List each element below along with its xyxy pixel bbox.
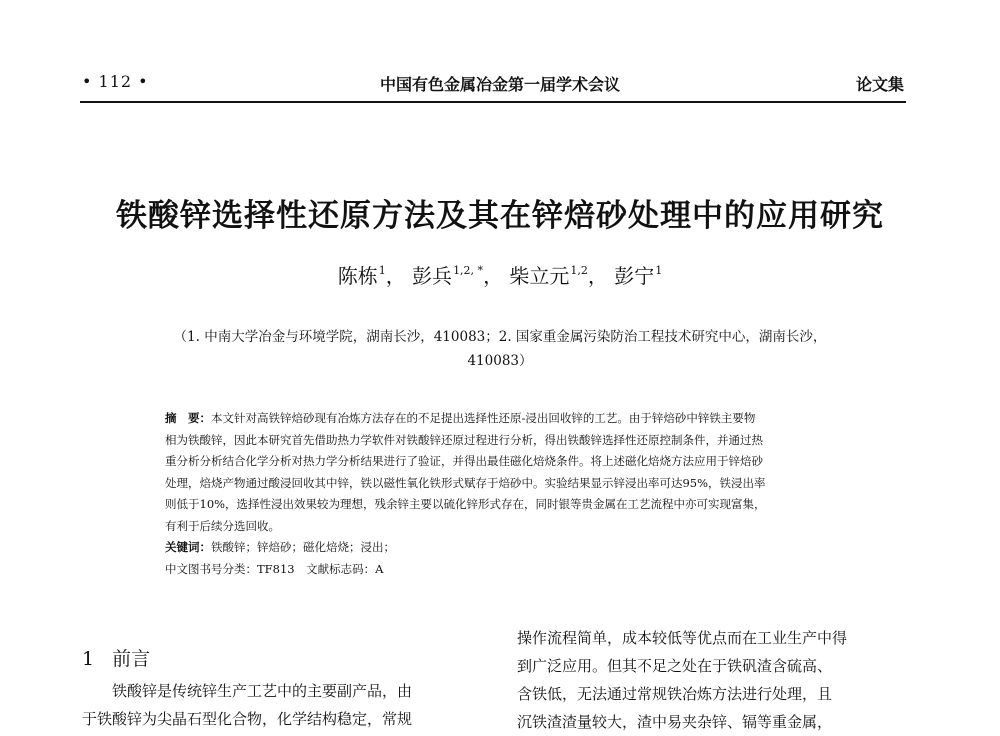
classification-line: 中文图书号分类：TF813 文献标志码：A bbox=[165, 561, 384, 576]
abstract-block bbox=[165, 408, 833, 580]
author-affiliation-mark: 1 bbox=[378, 264, 386, 277]
author-name: 彭兵 bbox=[412, 264, 453, 288]
author-list bbox=[0, 260, 1000, 289]
author-name: 陈栋 bbox=[337, 264, 378, 288]
affiliation-line: （1. 中南大学冶金与环境学院，湖南长沙，410083；2. 国家重金属污染防治工程技术研究中心，湖南长沙， bbox=[173, 329, 827, 345]
author-name: 彭宁 bbox=[614, 264, 655, 288]
abstract-line: 重分析分析结合化学分析对热力学分析结果进行了验证，并得出最佳磁化焙烧条件。将上述磁化焙烧方法应用于锌焙砂 bbox=[165, 454, 763, 468]
affiliation bbox=[0, 325, 1000, 373]
affiliation-line: 410083） bbox=[467, 353, 533, 369]
abstract-line: 相为铁酸锌，因此本研究首先借助热力学软件对铁酸锌还原过程进行分析，得出铁酸锌选择性还原控制条件，并通过热 bbox=[165, 432, 763, 447]
abstract-label: 摘 要： bbox=[165, 411, 211, 425]
author-affiliation-mark: 1,2 bbox=[570, 264, 588, 277]
body-column-left bbox=[82, 677, 482, 733]
body-line: 操作流程简单，成本较低等优点而在工业生产中得 bbox=[517, 629, 848, 647]
paper-title: 铁酸锌选择性还原方法及其在锌焙砂处理中的应用研究 bbox=[116, 198, 884, 234]
section-heading bbox=[82, 644, 150, 671]
author-affiliation-mark: 1 bbox=[655, 264, 663, 277]
page-number: • 112 • bbox=[82, 72, 149, 91]
body-line: 沉铁渣渣量较大，渣中易夹杂锌、镉等重金属， bbox=[517, 713, 833, 731]
author-name: 柴立元 bbox=[509, 264, 570, 288]
author-affiliation-mark: 1,2, * bbox=[453, 264, 484, 277]
abstract-line bbox=[165, 408, 833, 430]
abstract-line: 则低于10%，选择性浸出效果较为理想，残余锌主要以硫化锌形式存在，同时银等贵金属在工艺流程中亦可实现富集， bbox=[165, 497, 766, 511]
author-separator: ， bbox=[587, 264, 608, 288]
section-number: 1 bbox=[82, 648, 95, 670]
running-header-section: 论文集 bbox=[855, 75, 904, 94]
abstract-line: 有利于后续分选回收。 bbox=[165, 518, 280, 533]
abstract-line: 处理，焙烧产物通过酸浸回收其中锌，铁以磁性氧化铁形式赋存于焙砂中。实验结果显示锌浸出率可达95%，铁浸出率 bbox=[165, 475, 766, 490]
body-column-right bbox=[517, 624, 909, 736]
abstract-text: 本文针对高铁锌焙砂现有冶炼方法存在的不足提出选择性还原-浸出回收锌的工艺。由于锌焙砂中锌铁主要物 bbox=[211, 411, 756, 425]
body-line: 铁酸锌是传统锌生产工艺中的主要副产品，由 bbox=[82, 682, 413, 700]
header-rule bbox=[80, 101, 906, 103]
keywords-text: 铁酸锌；锌焙砂；磁化焙烧；浸出； bbox=[211, 540, 395, 554]
author-separator: ， bbox=[385, 264, 406, 288]
section-title: 前言 bbox=[112, 648, 151, 670]
running-header-conference: 中国有色金属冶金第一届学术会议 bbox=[379, 75, 620, 94]
keywords-label: 关键词： bbox=[165, 540, 211, 554]
author-separator: ， bbox=[483, 264, 504, 288]
body-line: 到广泛应用。但其不足之处在于铁矾渣含硫高、 bbox=[517, 657, 833, 675]
keywords-line bbox=[165, 537, 833, 559]
body-line: 于铁酸锌为尖晶石型化合物，化学结构稳定，常规 bbox=[82, 710, 413, 728]
body-line: 含铁低，无法通过常规铁冶炼方法进行处理，且 bbox=[517, 685, 833, 703]
